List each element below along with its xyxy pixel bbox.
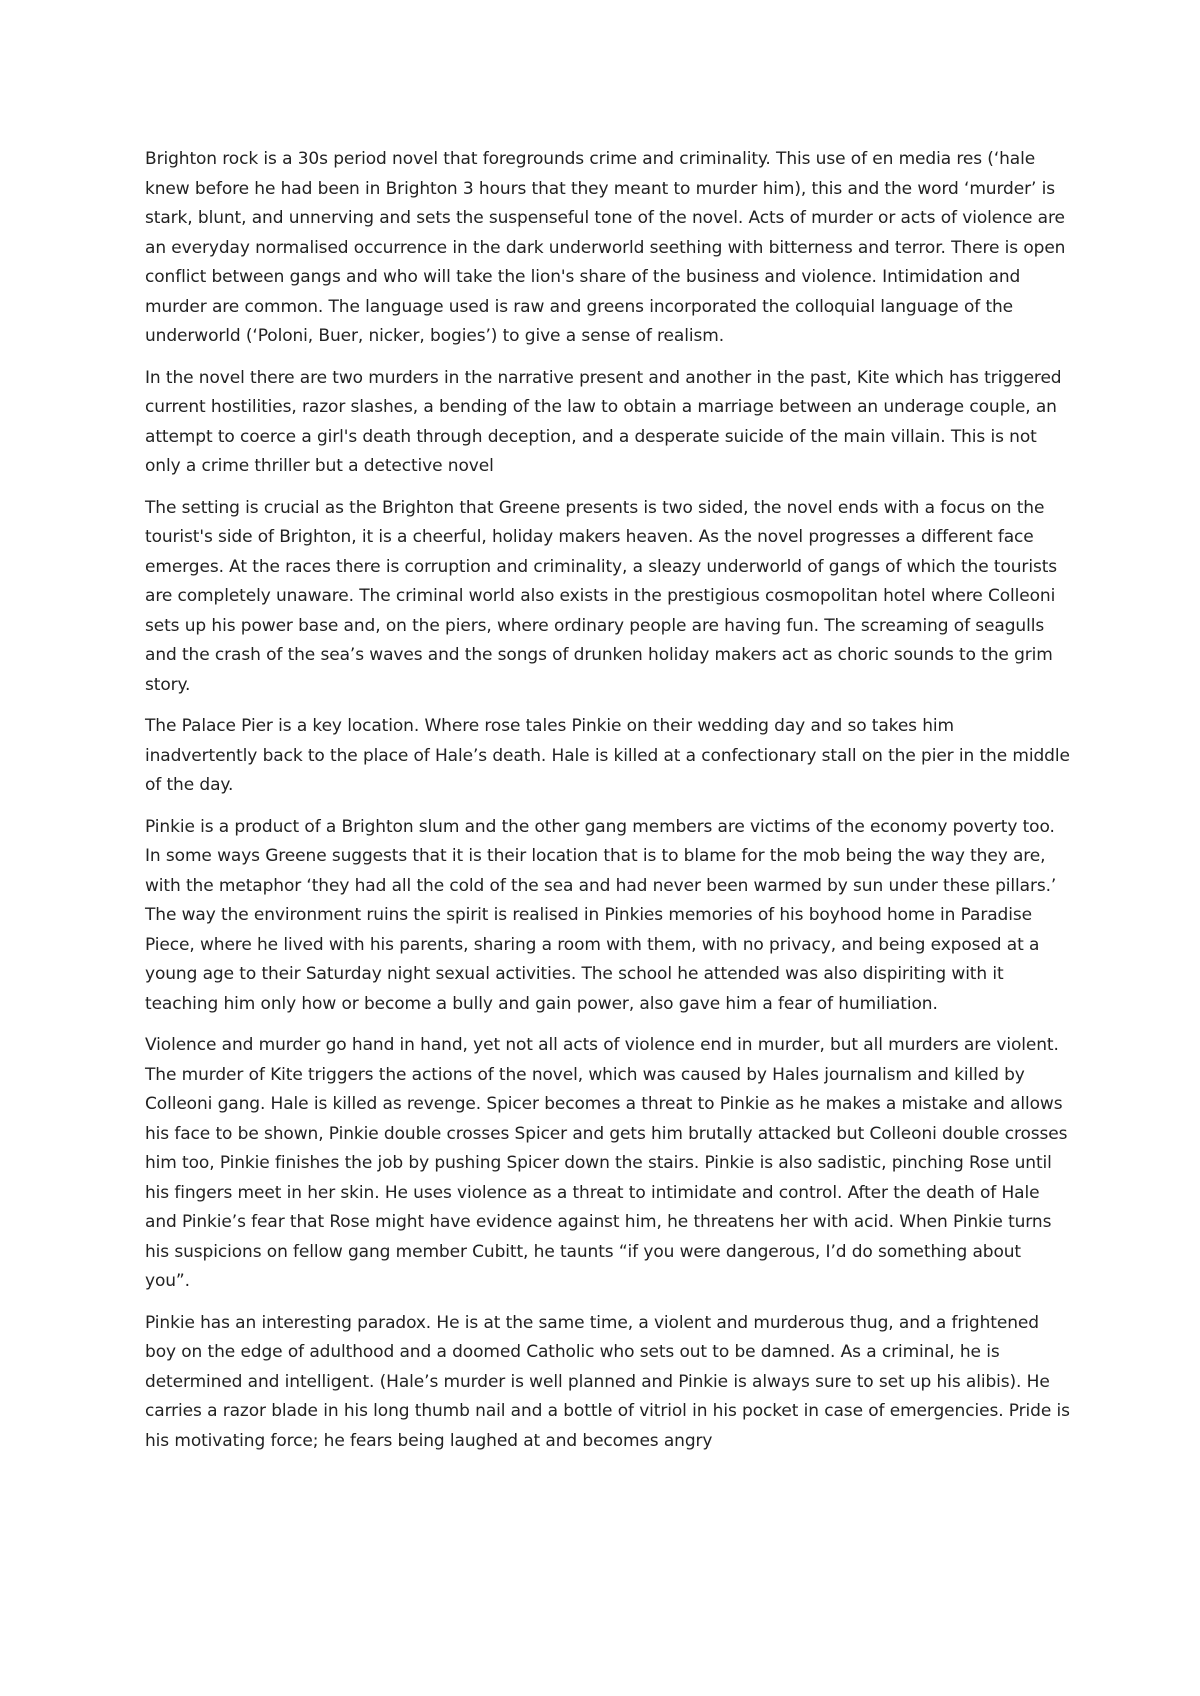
document-body [145,145,1070,1468]
paragraph-5: Pinkie is a product of a Brighton slum and the other gang members are victims of the economy poverty too. In some ways Greene suggests that it is their location that is to blame for the mob being the way they are, with the metaphor ‘they had all the cold of the sea and had never been warmed by sun under these pillars.’ The way the environment ruins the spirit is realised in Pinkies memories of his boyhood home in Paradise Piece, where he lived with his parents, sharing a room with them, with no privacy, and being exposed at a young age to their Saturday night sexual activities. The school he attended was also dispiriting with it teaching him only how or become a bully and gain power, also gave him a fear of humiliation. [145,816,1057,1014]
paragraph-3: The setting is crucial as the Brighton that Greene presents is two sided, the novel ends with a focus on the tourist's side of Brighton, it is a cheerful, holiday makers heaven. As the novel progresses a different face emerges. At the races there is corruption and criminality, a sleazy underworld of gangs of which the tourists are completely unaware. The criminal world also exists in the prestigious cosmopolitan hotel where Colleoni sets up his power base and, on the piers, where ordinary people are having fun. The screaming of seagulls and the crash of the sea’s waves and the songs of drunken holiday makers act as choric sounds to the grim story. [145,497,1058,695]
paragraph-1: Brighton rock is a 30s period novel that foregrounds crime and criminality. This use of en media res (‘hale knew before he had been in Brighton 3 hours that they meant to murder him), this and the word ‘murder’ is stark, blunt, and unnerving and sets the suspenseful tone of the novel. Acts of murder or acts of violence are an everyday normalised occurrence in the dark underworld seething with bitterness and terror. There is open conflict between gangs and who will take the lion's share of the business and violence. Intimidation and murder are common. The language used is raw and greens incorporated the colloquial language of the underworld (‘Poloni, Buer, nicker, bogies’) to give a sense of realism. [145,149,1066,346]
paragraph-6: Violence and murder go hand in hand, yet not all acts of violence end in murder, but all murders are violent. The murder of Kite triggers the actions of the novel, which was caused by Hales journalism and killed by Colleoni gang. Hale is killed as revenge. Spicer becomes a threat to Pinkie as he makes a mistake and allows his face to be shown, Pinkie double crosses Spicer and gets him brutally attacked but Colleoni double crosses him too, Pinkie finishes the job by pushing Spicer down the stairs. Pinkie is also sadistic, pinching Rose until his fingers meet in her skin. He uses violence as a threat to intimidate and control. After the death of Hale and Pinkie’s fear that Rose might have evidence against him, he threatens her with acid. When Pinkie turns his suspicions on fellow gang member Cubitt, he taunts “if you were dangerous, I’d do something about you”. [145,1035,1068,1291]
paragraph-2: In the novel there are two murders in the narrative present and another in the past, Kite which has triggered current hostilities, razor slashes, a bending of the law to obtain a marriage between an underage couple, an attempt to coerce a girl's death through deception, and a desperate suicide of the main villain. This is not only a crime thriller but a detective novel [145,367,1062,476]
paragraph-4: The Palace Pier is a key location. Where rose tales Pinkie on their wedding day and so takes him inadvertently back to the place of Hale’s death. Hale is killed at a confectionary stall on the pier in the middle of the day. [145,716,1070,795]
paragraph-7: Pinkie has an interesting paradox. He is at the same time, a violent and murderous thug, and a frightened boy on the edge of adulthood and a doomed Catholic who sets out to be damned. As a criminal, he is determined and intelligent. (Hale’s murder is well planned and Pinkie is always sure to set up his alibis). He carries a razor blade in his long thumb nail and a bottle of vitriol in his pocket in case of emergencies. Pride is his motivating force; he fears being laughed at and becomes angry [145,1312,1070,1451]
